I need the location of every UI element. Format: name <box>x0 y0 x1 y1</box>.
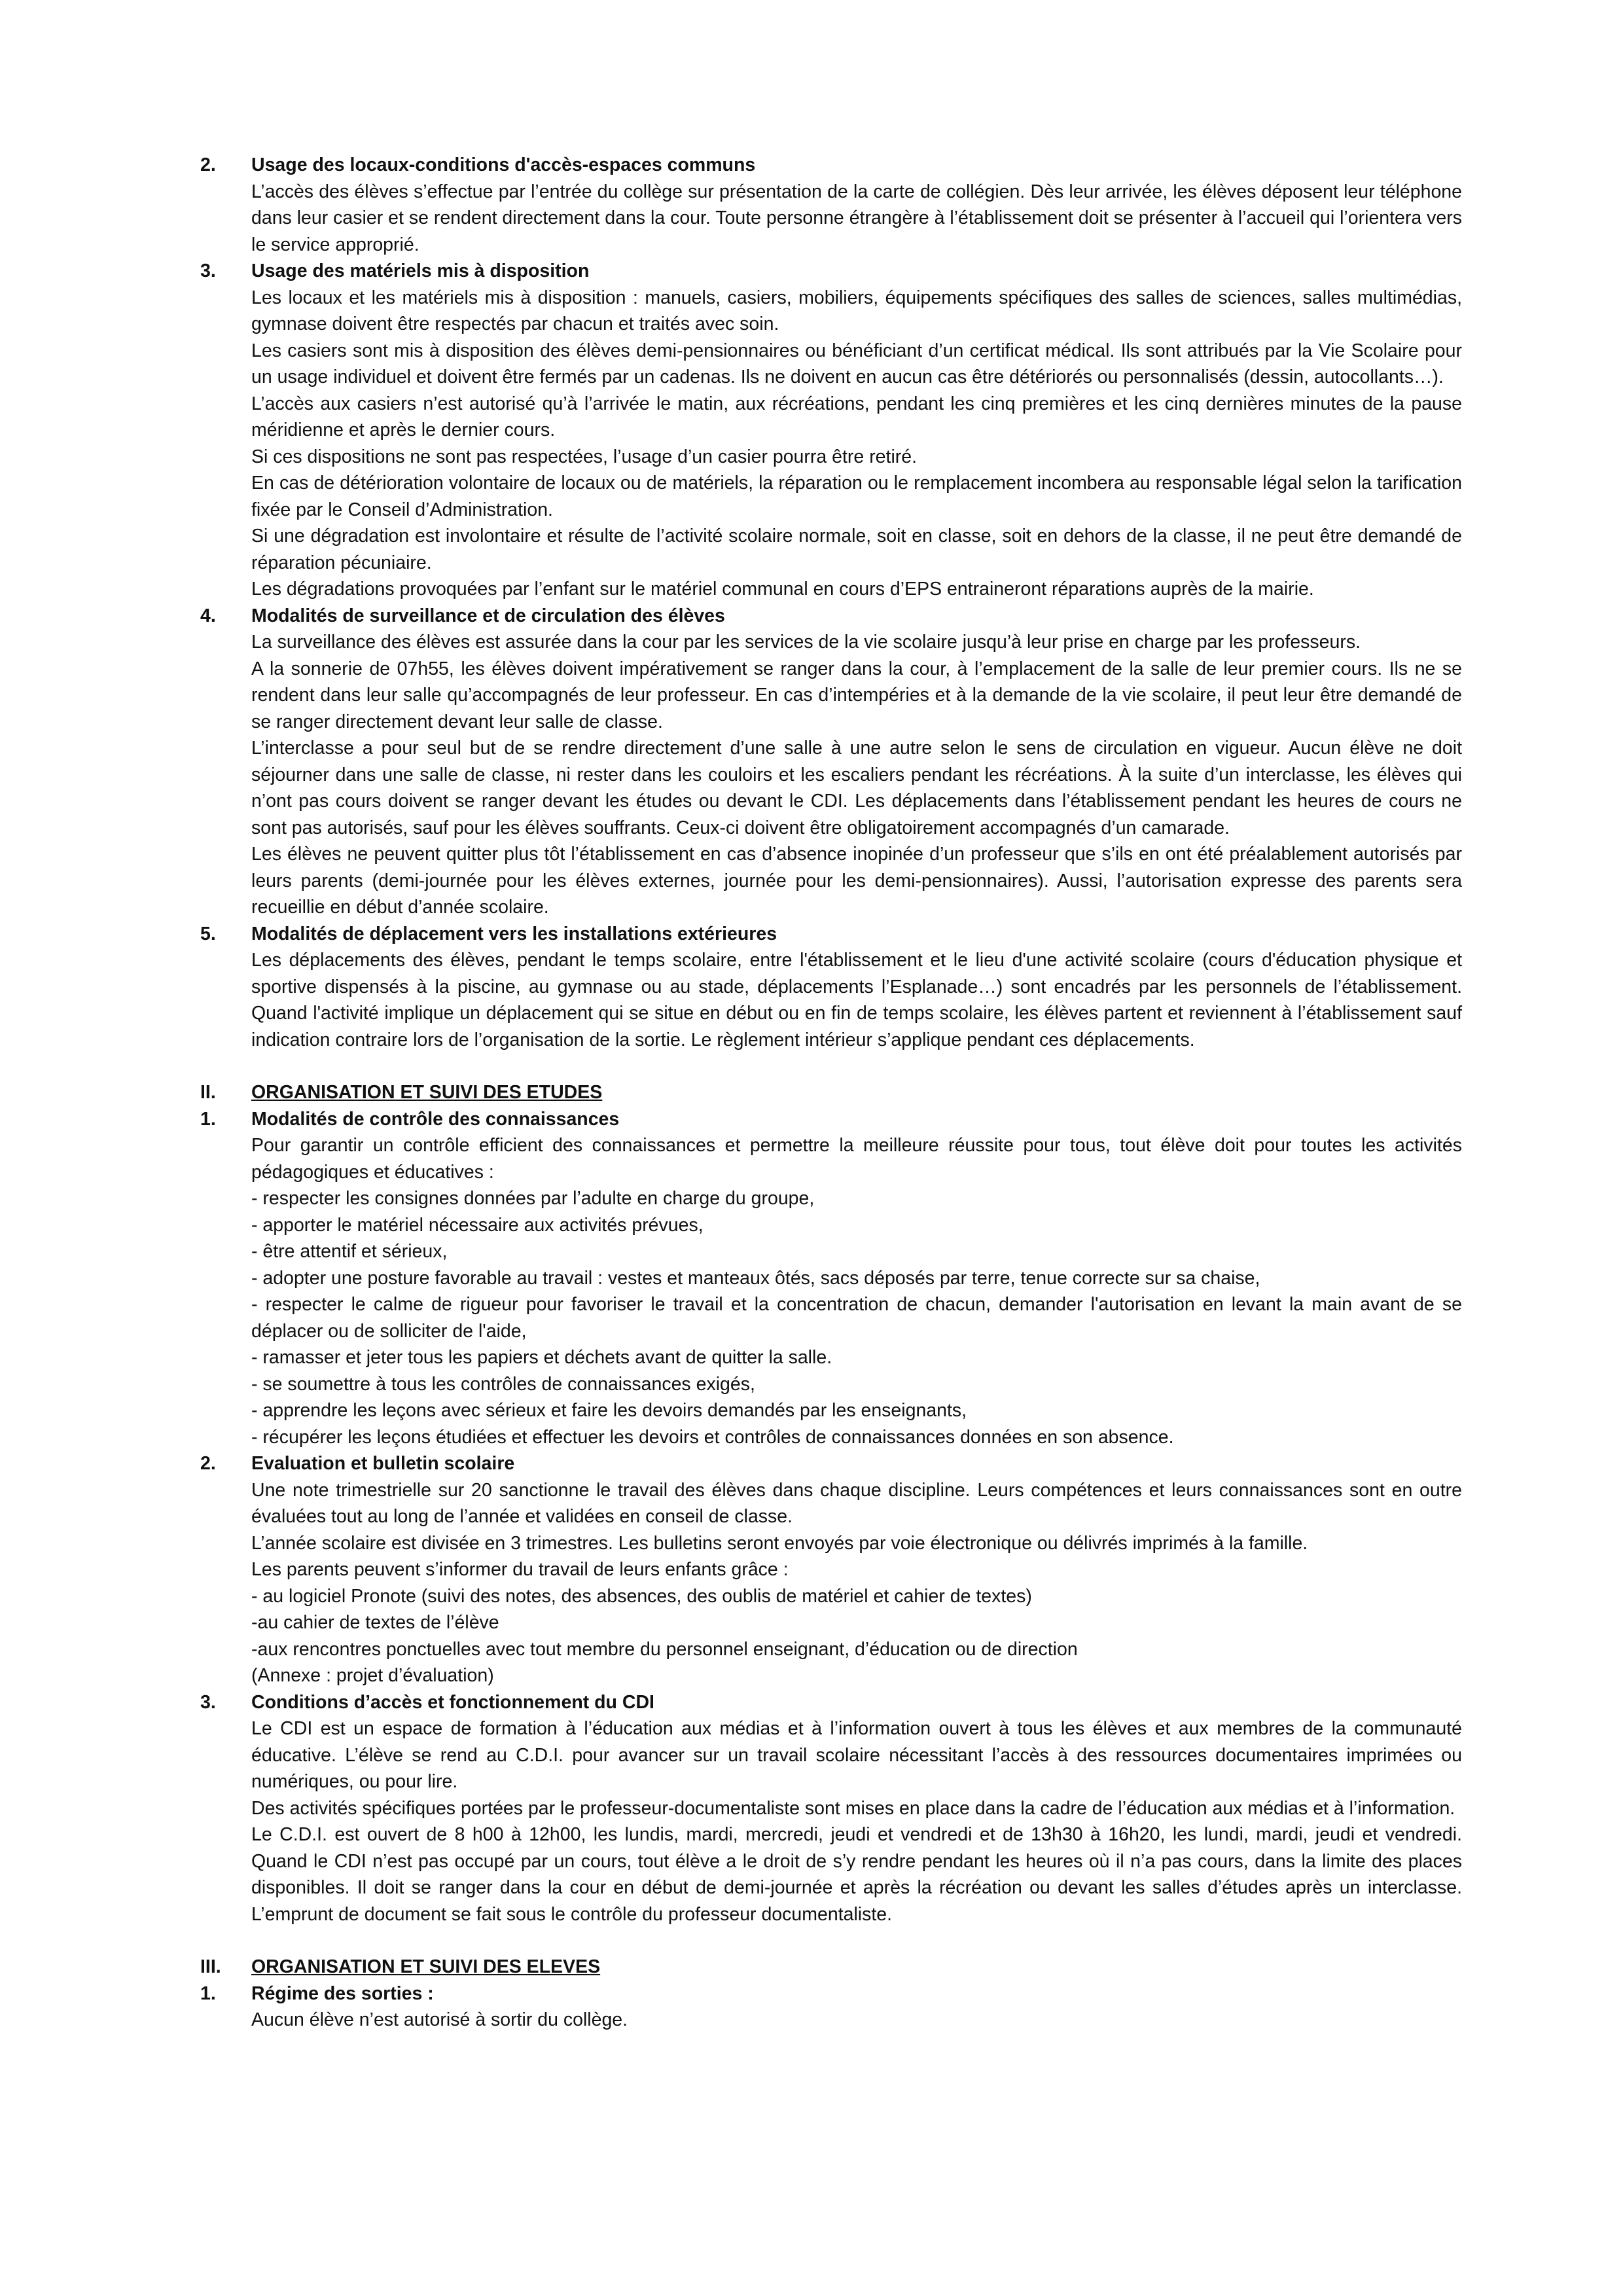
article-number: 3. <box>200 260 216 281</box>
paragraph: - respecter les consignes données par l’adulte en charge du groupe, <box>251 1188 815 1209</box>
section-block <box>200 1079 1462 1106</box>
article-content <box>251 603 1462 921</box>
article-content <box>251 1689 1462 1928</box>
section-spacer <box>200 1928 1462 1954</box>
paragraph: La surveillance des élèves est assurée dans la cour par les services de la vie scolaire jusqu’à leur prise en charge par les professeurs. <box>251 632 1361 653</box>
paragraph: Aucun élève n’est autorisé à sortir du collège. <box>251 2009 628 2030</box>
article-block <box>200 1106 1462 1451</box>
article-block <box>200 152 1462 258</box>
paragraph: L’interclasse a pour seul but de se rendre directement d’une salle à une autre selon le sens de circulation en vigueur. Aucun élève ne doit séjourner dans une salle de classe, ni rester dans les couloirs et les escaliers pendant les récréations. À la suite d’un interclasse, les élèves qui n’ont pas cours doivent se ranger devant les études ou devant le CDI. Les déplacements dans l’établissement pendant les heures de cours ne sont pas autorisés, sauf pour les élèves souffrants. Ceux-ci doivent être obligatoirement accompagnés d’un camarade. <box>251 738 1462 838</box>
article-number: 3. <box>200 1691 216 1713</box>
section-number: II. <box>200 1082 216 1103</box>
article-heading: Usage des matériels mis à disposition <box>251 260 590 281</box>
paragraph: L’accès aux casiers n’est autorisé qu’à l’arrivée le matin, aux récréations, pendant les cinq premières et les cinq dernières minutes de la pause méridienne et après le dernier cours. <box>251 393 1462 440</box>
article-number: 1. <box>200 1108 216 1130</box>
paragraph: Une note trimestrielle sur 20 sanctionne le travail des élèves dans chaque discipline. Leurs compétences et leurs connaissances sont en outre évaluées tout au long de l’année et validées en conseil de classe. <box>251 1479 1462 1527</box>
paragraph: Les déplacements des élèves, pendant le temps scolaire, entre l'établissement et le lieu d'une activité scolaire (cours d'éducation physique et sportive dispensés à la piscine, au gymnase ou au stade, déplacements l’Esplanade…) sont encadrés par les personnels de l’établissement. Quand l'activité implique un déplacement qui se situe en début ou en fin de temps scolaire, les élèves partent et reviennent à l’établissement sauf indication contraire lors de l’organisation de la sortie. Le règlement intérieur s’applique pendant ces déplacements. <box>251 950 1462 1050</box>
section-spacer <box>200 1053 1462 1079</box>
article-content <box>251 1954 1462 1981</box>
article-content <box>251 1079 1462 1106</box>
article-content <box>251 258 1462 603</box>
paragraph: Les élèves ne peuvent quitter plus tôt l’établissement en cas d’absence inopinée d’un professeur que s’ils en ont été préalablement autorisés par leurs parents (demi-journée pour les élèves externes, journée pour les demi-pensionnaires). Aussi, l’autorisation expresse des parents sera recueillie en début d’année scolaire. <box>251 844 1462 918</box>
paragraph: - apprendre les leçons avec sérieux et faire les devoirs demandés par les enseignants, <box>251 1400 967 1421</box>
article-content <box>251 1106 1462 1451</box>
article-content <box>251 152 1462 258</box>
article-block <box>200 1450 1462 1689</box>
paragraph: - récupérer les leçons étudiées et effectuer les devoirs et contrôles de connaissances données en son absence. <box>251 1426 1174 1448</box>
article-heading: Régime des sorties : <box>251 1982 434 2004</box>
paragraph: - respecter le calme de rigueur pour favoriser le travail et la concentration de chacun, demander l'autorisation en levant la main avant de se déplacer ou de solliciter de l'aide, <box>251 1294 1462 1342</box>
article-block <box>200 1689 1462 1928</box>
article-block <box>200 258 1462 603</box>
paragraph: Le CDI est un espace de formation à l’éducation aux médias et à l’information ouvert à tous les élèves et aux membres de la communauté éducative. L’élève se rend au C.D.I. pour avancer sur un travail scolaire nécessitant l’accès à des ressources documentaires imprimées ou numériques, ou pour lire. <box>251 1718 1462 1792</box>
paragraph: A la sonnerie de 07h55, les élèves doivent impérativement se ranger dans la cour, à l’emplacement de la salle de leur premier cours. Ils ne se rendent dans leur salle qu’accompagnés de leur professeur. En cas d’intempéries et à la demande de la vie scolaire, il peut leur être demandé de se ranger directement devant leur salle de classe. <box>251 658 1462 732</box>
article-content <box>251 921 1462 1054</box>
article-number: 4. <box>200 605 216 626</box>
article-heading: Modalités de déplacement vers les installations extérieures <box>251 923 777 944</box>
paragraph: - se soumettre à tous les contrôles de connaissances exigés, <box>251 1373 755 1395</box>
article-heading: Evaluation et bulletin scolaire <box>251 1453 515 1474</box>
section-number: III. <box>200 1956 221 1977</box>
paragraph: (Annexe : projet d’évaluation) <box>251 1665 494 1686</box>
section-heading: ORGANISATION ET SUIVI DES ETUDES <box>251 1082 603 1103</box>
article-number: 2. <box>200 154 216 175</box>
paragraph: Les parents peuvent s’informer du travail de leurs enfants grâce : <box>251 1559 789 1580</box>
section-heading: ORGANISATION ET SUIVI DES ELEVES <box>251 1956 601 1977</box>
paragraph: L’année scolaire est divisée en 3 trimestres. Les bulletins seront envoyés par voie électronique ou délivrés imprimés à la famille. <box>251 1532 1308 1554</box>
article-heading: Conditions d’accès et fonctionnement du CDI <box>251 1691 654 1713</box>
paragraph: - ramasser et jeter tous les papiers et déchets avant de quitter la salle. <box>251 1347 832 1368</box>
paragraph: - apporter le matériel nécessaire aux activités prévues, <box>251 1214 704 1236</box>
article-content <box>251 1981 1462 2034</box>
article-number: 2. <box>200 1453 216 1474</box>
paragraph: Le C.D.I. est ouvert de 8 h00 à 12h00, les lundis, mardi, mercredi, jeudi et vendredi et de 13h30 à 16h20, les lundi, mardi, jeudi et vendredi. Quand le CDI n’est pas occupé par un cours, tout élève a le droit de s’y rendre pendant les heures où il n’a pas cours, dans la limite des places disponibles. Il doit se ranger dans la cour en début de demi-journée et après la récréation ou devant les salles d’études après un interclasse. L’emprunt de document se fait sous le contrôle du professeur documentaliste. <box>251 1824 1462 1925</box>
document-body <box>200 152 1462 2034</box>
article-block <box>200 603 1462 921</box>
article-number: 1. <box>200 1982 216 2004</box>
paragraph: Des activités spécifiques portées par le professeur-documentaliste sont mises en place dans la cadre de l’éducation aux médias et à l’information. <box>251 1797 1455 1819</box>
paragraph: Les locaux et les matériels mis à disposition : manuels, casiers, mobiliers, équipements spécifiques des salles de sciences, salles multimédias, gymnase doivent être respectés par chacun et traités avec soin. <box>251 287 1462 334</box>
paragraph: L’accès des élèves s’effectue par l’entrée du collège sur présentation de la carte de collégien. Dès leur arrivée, les élèves déposent leur téléphone dans leur casier et se rendent directement dans la cour. Toute personne étrangère à l’établissement doit se présenter à l’accueil qui l’orientera vers le service approprié. <box>251 181 1462 255</box>
article-number: 5. <box>200 923 216 944</box>
paragraph: - au logiciel Pronote (suivi des notes, des absences, des oublis de matériel et cahier de textes) <box>251 1585 1032 1607</box>
article-block <box>200 921 1462 1054</box>
article-heading: Modalités de surveillance et de circulation des élèves <box>251 605 725 626</box>
paragraph: Les casiers sont mis à disposition des élèves demi-pensionnaires ou bénéficiant d’un certificat médical. Ils sont attribués par la Vie Scolaire pour un usage individuel et doivent être fermés par un cadenas. Ils ne doivent en aucun cas être détériorés ou personnalisés (dessin, autocollants…). <box>251 340 1462 387</box>
paragraph: Si ces dispositions ne sont pas respectées, l’usage d’un casier pourra être retiré. <box>251 446 918 467</box>
section-block <box>200 1954 1462 1981</box>
paragraph: - adopter une posture favorable au travail : vestes et manteaux ôtés, sacs déposés par terre, tenue correcte sur sa chaise, <box>251 1267 1260 1289</box>
paragraph: -aux rencontres ponctuelles avec tout membre du personnel enseignant, d’éducation ou de direction <box>251 1638 1078 1660</box>
paragraph: -au cahier de textes de l’élève <box>251 1612 499 1633</box>
article-content <box>251 1450 1462 1689</box>
paragraph: - être attentif et sérieux, <box>251 1241 448 1262</box>
paragraph: Pour garantir un contrôle efficient des connaissances et permettre la meilleure réussite pour tous, tout élève doit pour toutes les activités pédagogiques et éducatives : <box>251 1135 1462 1183</box>
paragraph: En cas de détérioration volontaire de locaux ou de matériels, la réparation ou le remplacement incombera au responsable légal selon la tarification fixée par le Conseil d’Administration. <box>251 473 1462 520</box>
article-heading: Usage des locaux-conditions d'accès-espaces communs <box>251 154 756 175</box>
paragraph: Les dégradations provoquées par l’enfant sur le matériel communal en cours d’EPS entraineront réparations auprès de la mairie. <box>251 579 1314 600</box>
paragraph: Si une dégradation est involontaire et résulte de l’activité scolaire normale, soit en classe, soit en dehors de la classe, il ne peut être demandé de réparation pécuniaire. <box>251 526 1462 573</box>
article-block <box>200 1981 1462 2034</box>
article-heading: Modalités de contrôle des connaissances <box>251 1108 620 1130</box>
